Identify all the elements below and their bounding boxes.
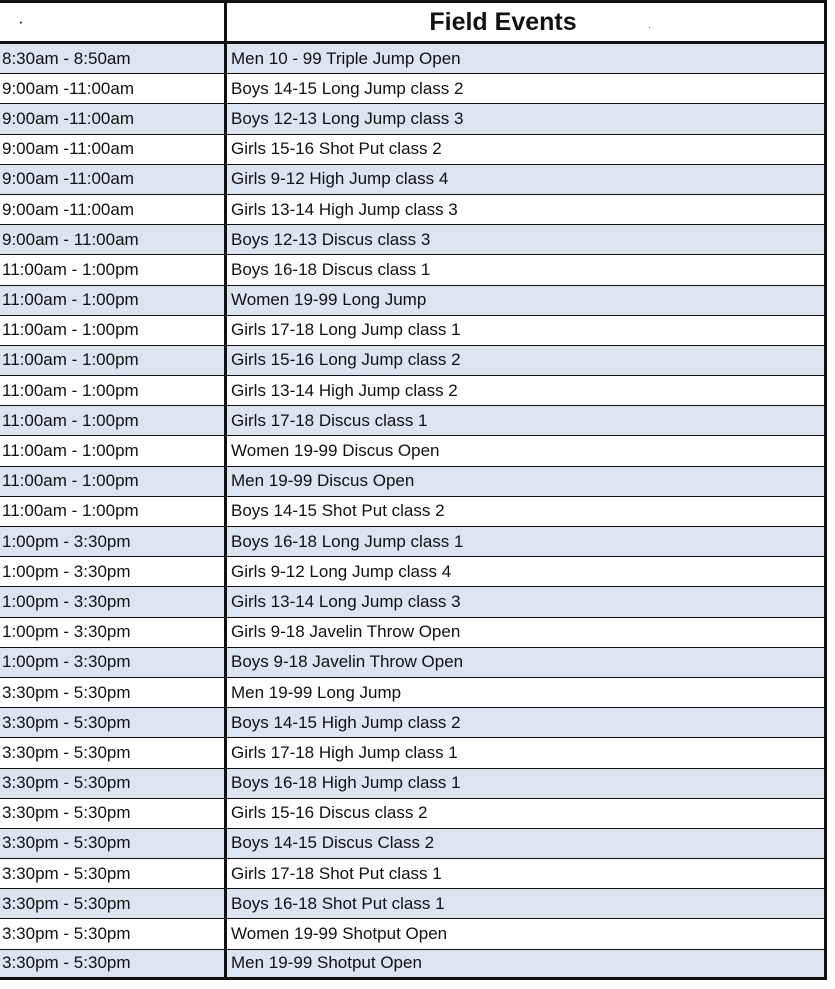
- time-cell: 3:30pm - 5:30pm: [0, 859, 227, 888]
- event-cell: Girls 13-14 High Jump class 2: [227, 376, 827, 405]
- time-cell: 11:00am - 1:00pm: [0, 255, 227, 284]
- event-cell: Girls 17-18 Discus class 1: [227, 406, 827, 435]
- table-row: [0, 255, 827, 285]
- event-cell: Men 10 - 99 Triple Jump Open: [227, 44, 827, 73]
- time-cell: 3:30pm - 5:30pm: [0, 919, 227, 948]
- table-row: [0, 316, 827, 346]
- event-cell: Girls 15-16 Long Jump class 2: [227, 346, 827, 375]
- table-row: [0, 799, 827, 829]
- event-cell: Girls 9-12 High Jump class 4: [227, 165, 827, 194]
- stray-mark: ·: [648, 23, 651, 32]
- time-cell: 11:00am - 1:00pm: [0, 406, 227, 435]
- event-cell: Women 19-99 Discus Open: [227, 436, 827, 465]
- event-cell: Girls 9-18 Javelin Throw Open: [227, 618, 827, 647]
- event-cell: Girls 15-16 Shot Put class 2: [227, 135, 827, 164]
- event-cell: Boys 12-13 Long Jump class 3: [227, 104, 827, 133]
- time-cell: 8:30am - 8:50am: [0, 44, 227, 73]
- table-body: [0, 44, 827, 980]
- table-row: [0, 618, 827, 648]
- event-cell: Women 19-99 Long Jump: [227, 286, 827, 315]
- time-column-header: ·: [0, 3, 227, 41]
- time-cell: 1:00pm - 3:30pm: [0, 557, 227, 586]
- event-cell: Boys 14-15 Shot Put class 2: [227, 497, 827, 526]
- time-cell: 9:00am -11:00am: [0, 165, 227, 194]
- field-events-title: Field Events: [429, 7, 577, 36]
- table-row: [0, 557, 827, 587]
- time-cell: 9:00am -11:00am: [0, 104, 227, 133]
- table-row: [0, 165, 827, 195]
- time-cell: 3:30pm - 5:30pm: [0, 708, 227, 737]
- table-row: [0, 346, 827, 376]
- event-cell: Boys 9-18 Javelin Throw Open: [227, 648, 827, 677]
- table-row: [0, 587, 827, 617]
- event-cell: Boys 14-15 Long Jump class 2: [227, 74, 827, 103]
- time-cell: 3:30pm - 5:30pm: [0, 829, 227, 858]
- table-row: [0, 286, 827, 316]
- event-cell: Boys 14-15 Discus Class 2: [227, 829, 827, 858]
- event-cell: Girls 9-12 Long Jump class 4: [227, 557, 827, 586]
- table-row: [0, 889, 827, 919]
- time-cell: 9:00am - 11:00am: [0, 225, 227, 254]
- event-cell: Boys 14-15 High Jump class 2: [227, 708, 827, 737]
- time-cell: 11:00am - 1:00pm: [0, 346, 227, 375]
- time-cell: 11:00am - 1:00pm: [0, 467, 227, 496]
- time-cell: 3:30pm - 5:30pm: [0, 799, 227, 828]
- event-cell: Men 19-99 Shotput Open: [227, 950, 827, 977]
- event-cell: Boys 16-18 Discus class 1: [227, 255, 827, 284]
- table-row: [0, 135, 827, 165]
- time-cell: 3:30pm - 5:30pm: [0, 769, 227, 798]
- table-row: [0, 195, 827, 225]
- time-cell: 1:00pm - 3:30pm: [0, 618, 227, 647]
- event-cell: Men 19-99 Long Jump: [227, 678, 827, 707]
- event-cell: Boys 16-18 High Jump class 1: [227, 769, 827, 798]
- event-cell: Women 19-99 Shotput Open: [227, 919, 827, 948]
- time-cell: 3:30pm - 5:30pm: [0, 889, 227, 918]
- time-cell: 9:00am -11:00am: [0, 135, 227, 164]
- table-row: [0, 950, 827, 980]
- event-cell: Girls 17-18 Shot Put class 1: [227, 859, 827, 888]
- table-header: [0, 0, 827, 44]
- table-row: [0, 467, 827, 497]
- table-row: [0, 436, 827, 466]
- time-cell: 11:00am - 1:00pm: [0, 497, 227, 526]
- time-cell: 3:30pm - 5:30pm: [0, 738, 227, 767]
- time-cell: 1:00pm - 3:30pm: [0, 587, 227, 616]
- event-cell: Men 19-99 Discus Open: [227, 467, 827, 496]
- time-cell: 11:00am - 1:00pm: [0, 436, 227, 465]
- table-row: [0, 708, 827, 738]
- time-cell: 11:00am - 1:00pm: [0, 286, 227, 315]
- time-cell: 1:00pm - 3:30pm: [0, 527, 227, 556]
- table-row: [0, 225, 827, 255]
- table-row: [0, 74, 827, 104]
- event-cell: Girls 17-18 Long Jump class 1: [227, 316, 827, 345]
- time-cell: 9:00am -11:00am: [0, 195, 227, 224]
- table-row: [0, 497, 827, 527]
- event-cell: Girls 17-18 High Jump class 1: [227, 738, 827, 767]
- table-row: [0, 406, 827, 436]
- table-row: [0, 738, 827, 768]
- table-row: [0, 769, 827, 799]
- time-cell: 11:00am - 1:00pm: [0, 376, 227, 405]
- field-events-header: [227, 3, 827, 41]
- table-row: [0, 859, 827, 889]
- time-cell: 3:30pm - 5:30pm: [0, 950, 227, 977]
- event-cell: Boys 16-18 Long Jump class 1: [227, 527, 827, 556]
- event-cell: Girls 13-14 High Jump class 3: [227, 195, 827, 224]
- event-cell: Girls 13-14 Long Jump class 3: [227, 587, 827, 616]
- table-row: [0, 919, 827, 949]
- event-cell: Boys 12-13 Discus class 3: [227, 225, 827, 254]
- table-row: [0, 829, 827, 859]
- table-row: [0, 44, 827, 74]
- event-cell: Girls 15-16 Discus class 2: [227, 799, 827, 828]
- table-row: [0, 104, 827, 134]
- table-row: [0, 678, 827, 708]
- time-cell: 9:00am -11:00am: [0, 74, 227, 103]
- table-row: [0, 527, 827, 557]
- time-cell: 11:00am - 1:00pm: [0, 316, 227, 345]
- event-cell: Boys 16-18 Shot Put class 1: [227, 889, 827, 918]
- time-cell: 3:30pm - 5:30pm: [0, 678, 227, 707]
- table-row: [0, 648, 827, 678]
- time-cell: 1:00pm - 3:30pm: [0, 648, 227, 677]
- table-row: [0, 376, 827, 406]
